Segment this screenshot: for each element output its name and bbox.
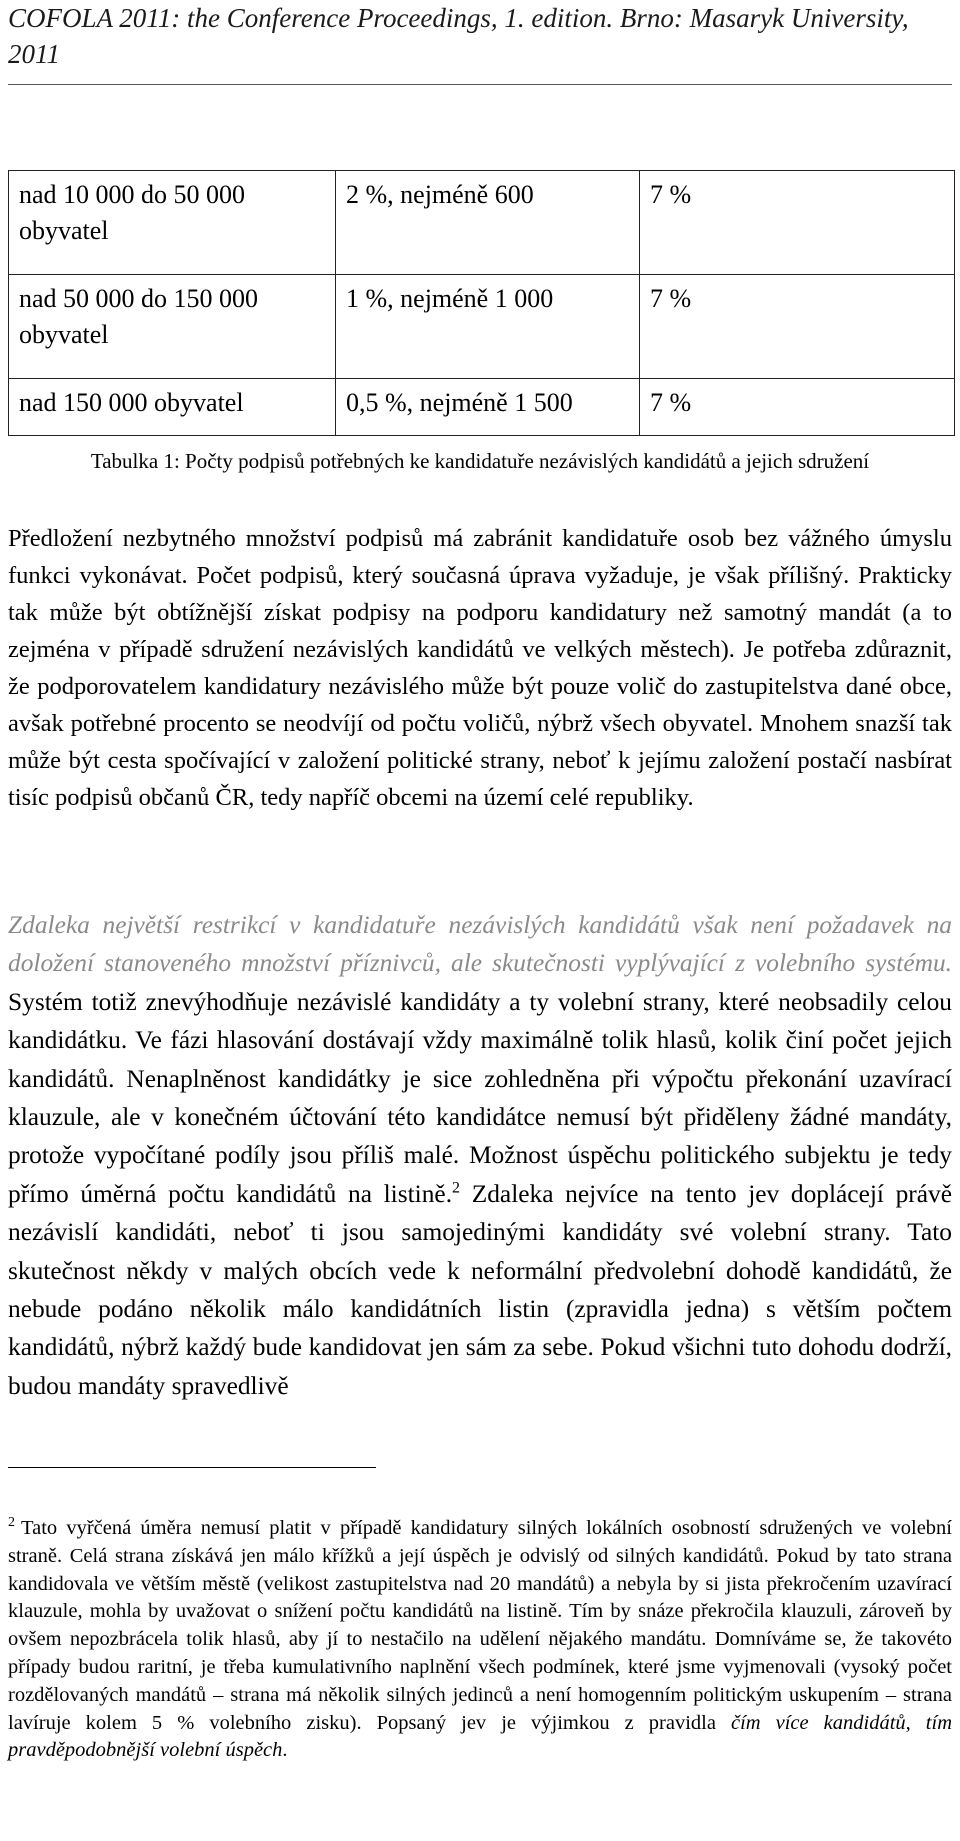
threshold-cell: 7 %: [640, 275, 955, 379]
footnote-italic: čím více kandidátů, tím pravděpodobnější volební úspěch: [8, 1711, 952, 1762]
population-cell: nad 150 000 obyvatel: [9, 379, 336, 436]
table-row: [9, 379, 955, 436]
table-row: [9, 275, 955, 379]
highlighted-sentence: Zdaleka největší restrikcí v kandidatuře nezávislých kandidátů však není požadavek na doložení stanoveného množství příznivců, ale skutečnosti vyplývající z volebního systému.: [8, 911, 952, 978]
paragraph-text: Systém totiž znevýhodňuje nezávislé kandidáty a ty volební strany, které neobsadily celou kandidátku. Ve fázi hlasování dostávají vždy maximálně tolik hlasů, kolik činí počet jejich kandidátů. Nenaplněnost kandidátky je sice zohledněna při výpočtu překonání uzavírací klauzule, ale v konečném účtování této kandidátce nemusí být přiděleny žádné mandáty, protože vypočítané podíly jsou příliš malé. Možnost úspěchu politického subjektu je tedy přímo úměrná počtu kandidátů na listině.: [8, 987, 952, 1208]
signatures-cell: 0,5 %, nejméně 1 500: [336, 379, 640, 436]
signatures-cell: 2 %, nejméně 600: [336, 171, 640, 275]
threshold-cell: 7 %: [640, 379, 955, 436]
body-paragraph: [8, 906, 952, 1405]
body-paragraph: Předložení nezbytného množství podpisů má zabránit kandidatuře osob bez vážného úmyslu funkci vykonávat. Počet podpisů, který současná úprava vyžaduje, je však přílišný. Prakticky tak může být obtížnější získat podpisy na podporu kandidatury než samotný mandát (a to zejména v případě sdružení nezávislých kandidátů ve velkých městech). Je potřeba zdůraznit, že podporovatelem kandidatury nezávislého může být pouze volič do zastupitelstva dané obce, avšak potřebné procento se neodvíjí od počtu voličů, nýbrž všech obyvatel. Mnohem snazší tak může být cesta spočívající v založení politické strany, neboť k jejímu založení postačí nasbírat tisíc podpisů občanů ČR, tedy napříč obcemi na území celé republiky.: [8, 525, 952, 811]
footnote-separator: [8, 1467, 376, 1468]
threshold-cell: 7 %: [640, 171, 955, 275]
table-row: [9, 171, 955, 275]
running-header: COFOLA 2011: the Conference Proceedings, 1. edition. Brno: Masaryk University, 2011: [8, 0, 952, 85]
table-caption: Tabulka 1: Počty podpisů potřebných ke kandidatuře nezávislých kandidátů a jejich sdružení: [90, 449, 870, 473]
footnote: [8, 1515, 952, 1765]
population-cell: nad 10 000 do 50 000 obyvatel: [9, 171, 336, 275]
paragraph-text: Zdaleka nejvíce na tento jev doplácejí právě nezávislí kandidáti, neboť ti jsou samojedinými kandidáty své volební strany. Tato skutečnost někdy v malých obcích vede k neformální předvolební dohodě kandidátů, že nebude podáno několik málo kandidátních listin (zpravidla jedna) s větším počtem kandidátů, nýbrž každý bude kandidovat jen sám za sebe. Pokud všichni tuto dohodu dodrží, budou mandáty spravedlivě: [8, 1179, 952, 1400]
footnote-end: .: [282, 1739, 288, 1762]
population-cell: nad 50 000 do 150 000 obyvatel: [9, 275, 336, 379]
footnote-number: 2: [8, 1515, 15, 1531]
footnote-text: Tato vyřčená úměra nemusí platit v případě kandidatury silných lokálních osobností sdružených ve volební straně. Celá strana získává jen málo křížků a její úspěch je odvislý od silných kandidátů. Pokud by tato strana kandidovala ve větším městě (velikost zastupitelstva nad 20 mandátů) a nebyla by si jista překročením uzavírací klauzule, mohla by uvažovat o snížení počtu kandidátů na listině. Tím by snáze překročila klauzuli, zároveň by ovšem nepozbrácela tolik hlasů, aby jí to nestačilo na udělení nějakého mandátu. Domníváme se, že takovéto případy budou raritní, je třeba kumulativního naplnění všech podmínek, které jsme vyjmenovali (vysoký počet rozdělovaných mandátů – strana má několik silných jedinců a není homogenním politickým uskupením – strana lavíruje kolem 5 % volebního zisku). Popsaný jev je výjimkou z pravidla: [8, 1517, 952, 1734]
signature-table: [8, 170, 955, 436]
footnote-reference[interactable]: 2: [452, 1179, 461, 1197]
signatures-cell: 1 %, nejméně 1 000: [336, 275, 640, 379]
